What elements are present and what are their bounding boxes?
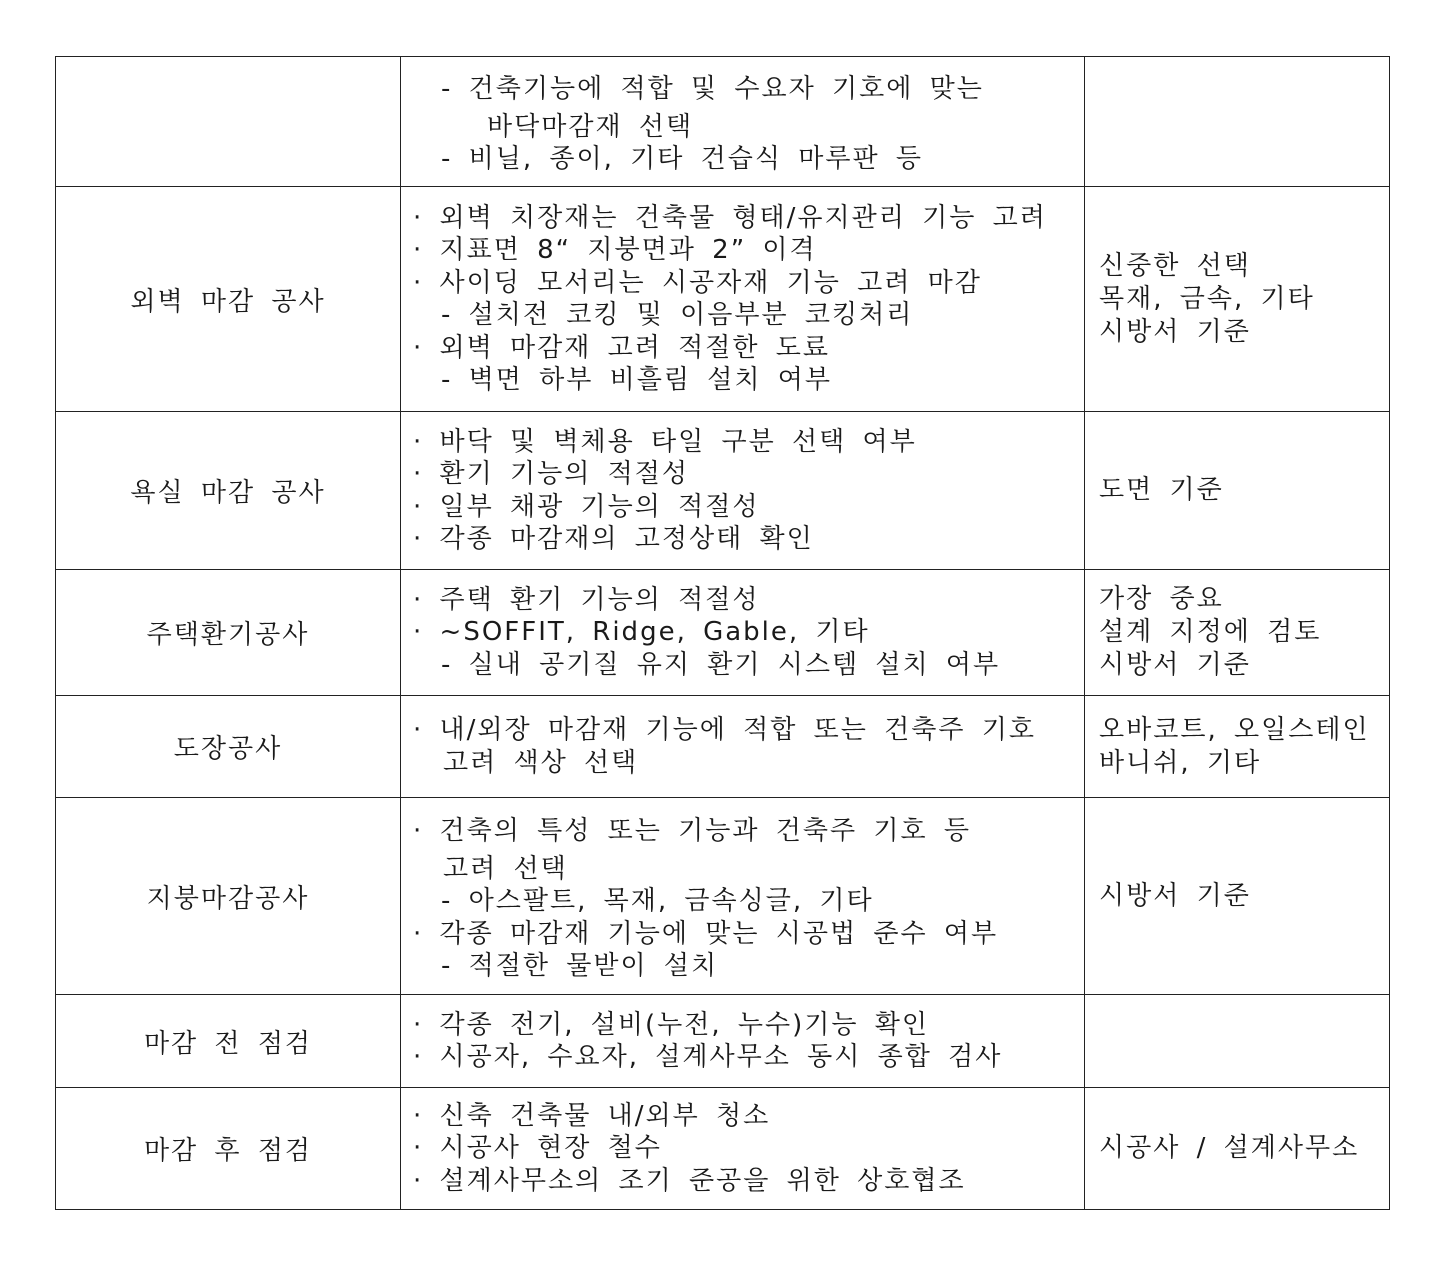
- items-cell: [401, 570, 1085, 696]
- note-line: 설계 지정에 검토: [1099, 617, 1322, 647]
- note-line: 가장 중요: [1099, 584, 1224, 614]
- item-line: 바닥마감재 선택: [487, 111, 694, 142]
- item-line: · 바닥 및 벽체용 타일 구분 선택 여부: [413, 426, 917, 457]
- item-line: · 각종 마감재 기능에 맞는 시공법 준수 여부: [413, 918, 999, 949]
- table-row: [56, 696, 1390, 798]
- category-cell: 도장공사: [56, 696, 401, 798]
- note-line: 시방서 기준: [1099, 880, 1251, 911]
- table-row: [56, 570, 1390, 696]
- item-line: · 지표면 8“ 지붕면과 2” 이격: [413, 235, 817, 265]
- item-line: · 설계사무소의 조기 준공을 위한 상호협조: [413, 1165, 966, 1196]
- note-cell: [1085, 57, 1390, 187]
- note-line: 바니쉬, 기타: [1099, 747, 1262, 778]
- table-row: [56, 995, 1390, 1088]
- item-line: · 외벽 치장재는 건축물 형태/유지관리 기능 고려: [413, 202, 1047, 233]
- items-cell: [401, 57, 1085, 187]
- note-cell: [1085, 995, 1390, 1088]
- items-cell: [401, 187, 1085, 412]
- item-line: · 외벽 마감재 고려 적절한 도료: [413, 332, 830, 363]
- note-cell: [1085, 187, 1390, 412]
- item-line: - 실내 공기질 유지 환기 시스템 설치 여부: [441, 649, 1001, 680]
- item-line: · 일부 채광 기능의 적절성: [413, 491, 760, 522]
- item-line: · 환기 기능의 적절성: [413, 459, 689, 489]
- category-cell: 마감 전 점검: [56, 995, 401, 1088]
- category-cell: [56, 57, 401, 187]
- note-line: 시공사 / 설계사무소: [1099, 1133, 1360, 1163]
- item-line: · 시공사 현장 철수: [413, 1133, 662, 1164]
- item-line: - 건축기능에 적합 및 수요자 기호에 맞는: [441, 73, 984, 104]
- note-line: 목재, 금속, 기타: [1099, 283, 1315, 314]
- inspection-table: [55, 56, 1390, 1210]
- category-cell: 지붕마감공사: [56, 798, 401, 995]
- item-line: - 설치전 코킹 및 이음부분 코킹처리: [441, 300, 914, 330]
- note-line: 신중한 선택: [1099, 250, 1251, 281]
- note-cell: [1085, 1088, 1390, 1210]
- category-cell: 마감 후 점검: [56, 1088, 401, 1210]
- items-cell: [401, 995, 1085, 1088]
- table-row: [56, 798, 1390, 995]
- items-cell: [401, 412, 1085, 570]
- item-line: · 사이딩 모서리는 시공자재 기능 고려 마감: [413, 267, 982, 298]
- item-line: - 아스팔트, 목재, 금속싱글, 기타: [441, 886, 874, 916]
- category-cell: 주택환기공사: [56, 570, 401, 696]
- table-row: [56, 187, 1390, 412]
- items-cell: [401, 798, 1085, 995]
- note-line: 시방서 기준: [1099, 650, 1251, 680]
- item-line: · 신축 건축물 내/외부 청소: [413, 1100, 771, 1131]
- item-line: · 각종 전기, 설비(누전, 누수)기능 확인: [413, 1009, 930, 1040]
- note-cell: [1085, 412, 1390, 570]
- note-line: 시방서 기준: [1099, 316, 1251, 347]
- table-row: [56, 1088, 1390, 1210]
- item-line: · 건축의 특성 또는 기능과 건축주 기호 등: [413, 815, 971, 846]
- note-cell: [1085, 570, 1390, 696]
- item-line: · 시공자, 수요자, 설계사무소 동시 종합 검사: [413, 1042, 1003, 1072]
- table-row: [56, 412, 1390, 570]
- items-cell: [401, 696, 1085, 798]
- items-cell: [401, 1088, 1085, 1210]
- item-line: - 비닐, 종이, 기타 건습식 마루판 등: [441, 144, 924, 174]
- item-line: · 각종 마감재의 고정상태 확인: [413, 524, 814, 554]
- item-line: - 적절한 물받이 설치: [441, 951, 719, 981]
- note-line: 오바코트, 오일스테인: [1099, 714, 1370, 745]
- item-line: · 주택 환기 기능의 적절성: [413, 584, 760, 615]
- item-line: 고려 선택: [443, 853, 568, 884]
- item-line: · 내/외장 마감재 기능에 적합 또는 건축주 기호: [413, 715, 1036, 745]
- table-row: [56, 57, 1390, 187]
- item-line: 고려 색상 선택: [443, 747, 639, 778]
- note-cell: [1085, 696, 1390, 798]
- note-line: 도면 기준: [1099, 475, 1224, 505]
- note-cell: [1085, 798, 1390, 995]
- table-body: [56, 57, 1390, 1210]
- item-line: - 벽면 하부 비흘림 설치 여부: [441, 365, 832, 395]
- category-cell: 욕실 마감 공사: [56, 412, 401, 570]
- item-line: · ~SOFFIT, Ridge, Gable, 기타: [413, 617, 870, 648]
- category-cell: 외벽 마감 공사: [56, 187, 401, 412]
